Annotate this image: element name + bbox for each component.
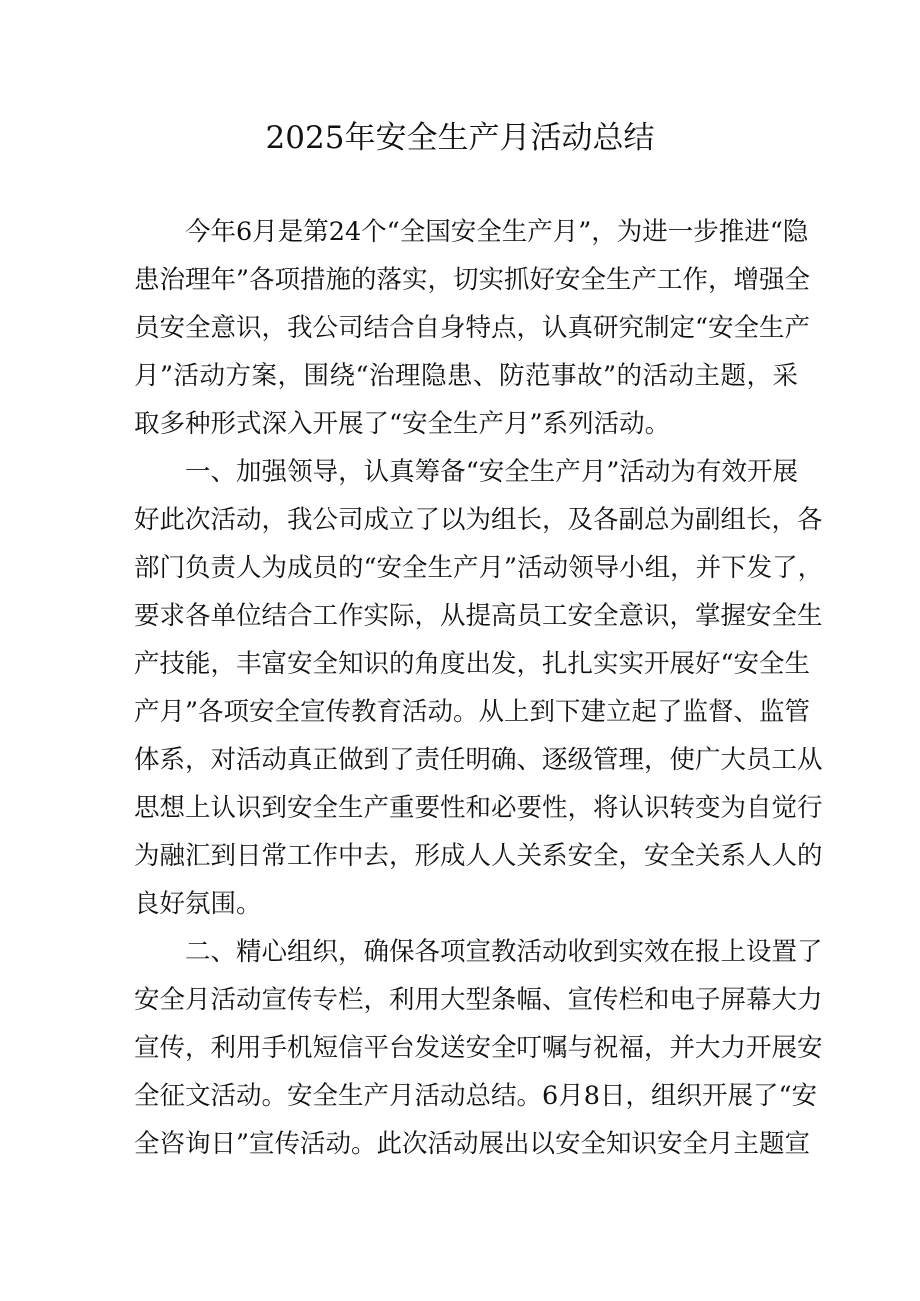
paragraph-line: 部门负责人为成员的“安全生产月”活动领导小组，并下发了， [134,553,824,583]
paragraph-line: 要求各单位结合工作实际，从提高员工安全意识，掌握安全生 [134,601,823,631]
paragraph-line: 安全月活动宣传专栏，利用大型条幅、宣传栏和电子屏幕大力 [134,985,823,1015]
paragraph-line: 月”活动方案，围绕“治理隐患、防范事故”的活动主题，采 [134,361,798,391]
paragraph-section-two [134,928,823,1168]
document-body [134,208,824,1168]
paragraph-line: 产技能，丰富安全知识的角度出发，扎扎实实开展好“安全生 [134,649,811,679]
document-title: 2025年安全生产月活动总结 [265,120,655,156]
paragraph-line: 患治理年”各项措施的落实，切实抓好安全生产工作，增强全 [134,265,811,295]
paragraph-line: 全咨询日”宣传活动。此次活动展出以安全知识安全月主题宣 [134,1129,811,1159]
paragraph-line: 思想上认识到安全生产重要性和必要性，将认识转变为自觉行 [134,793,823,823]
paragraph-line: 今年6月是第24个“全国安全生产月”，为进一步推进“隐 [185,217,809,247]
paragraph-section-one [134,448,824,928]
paragraph-line: 二、精心组织，确保各项宣教活动收到实效在报上设置了 [185,937,823,967]
paragraph-line: 宣传，利用手机短信平台发送安全叮嘱与祝福，并大力开展安 [134,1033,823,1063]
paragraph-intro [134,208,811,448]
paragraph-line: 体系，对活动真正做到了责任明确、逐级管理，使广大员工从 [134,745,823,775]
paragraph-line: 一、加强领导，认真筹备“安全生产月”活动为有效开展 [185,457,798,487]
paragraph-line: 为融汇到日常工作中去，形成人人关系安全，安全关系人人的 [134,841,823,871]
paragraph-line: 良好氛围。 [134,889,262,919]
paragraph-line: 取多种形式深入开展了“安全生产月”系列活动。 [134,409,671,439]
paragraph-line: 全征文活动。安全生产月活动总结。6月8日，组织开展了“安 [134,1081,817,1111]
paragraph-line: 好此次活动，我公司成立了以为组长，及各副总为副组长，各 [134,505,823,535]
paragraph-line: 产月”各项安全宣传教育活动。从上到下建立起了监督、监管 [134,697,811,727]
paragraph-line: 员安全意识，我公司结合自身特点，认真研究制定“安全生产 [134,313,811,343]
